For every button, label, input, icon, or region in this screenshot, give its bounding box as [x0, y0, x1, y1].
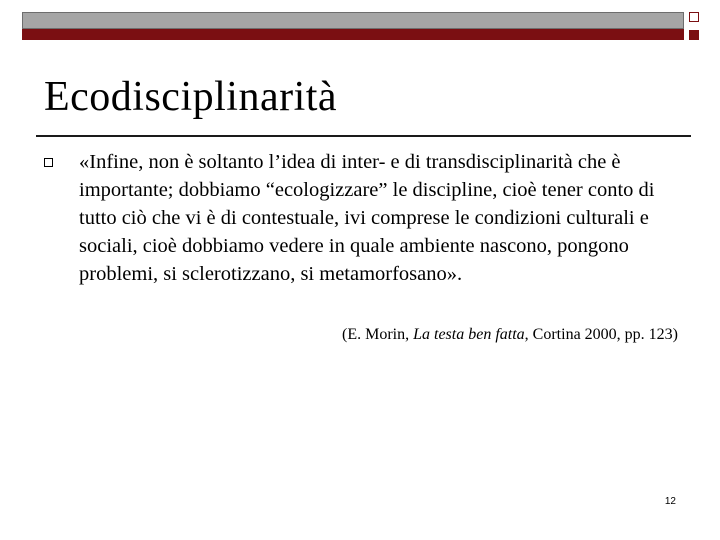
header-square-icon-bottom [689, 30, 699, 40]
page-number: 12 [664, 496, 676, 507]
slide-title: Ecodisciplinarità [44, 74, 338, 120]
header-square-icon-top [689, 12, 699, 22]
header-red-bar [22, 29, 684, 40]
title-divider [36, 135, 691, 137]
hollow-square-bullet-icon [44, 158, 53, 167]
citation [342, 325, 678, 345]
header-gray-bar [22, 12, 684, 29]
quote-text: «Infine, non è soltanto l’idea di inter- e di transdisciplinarità che è importante; dobbiamo “ecologizzare” le discipline, cioè tener conto di tutto ciò che vi è di contestuale, ivi comprese le condizioni culturali e sociali, cioè dobbiamo vedere in quale ambiente nascono, pongono problemi, si sclerotizzano, si metamorfosano». [79, 151, 655, 285]
citation-suffix: , Cortina 2000, pp. 123) [524, 326, 678, 343]
citation-book-title: La testa ben fatta [413, 326, 525, 343]
citation-prefix: (E. Morin, [342, 326, 414, 343]
